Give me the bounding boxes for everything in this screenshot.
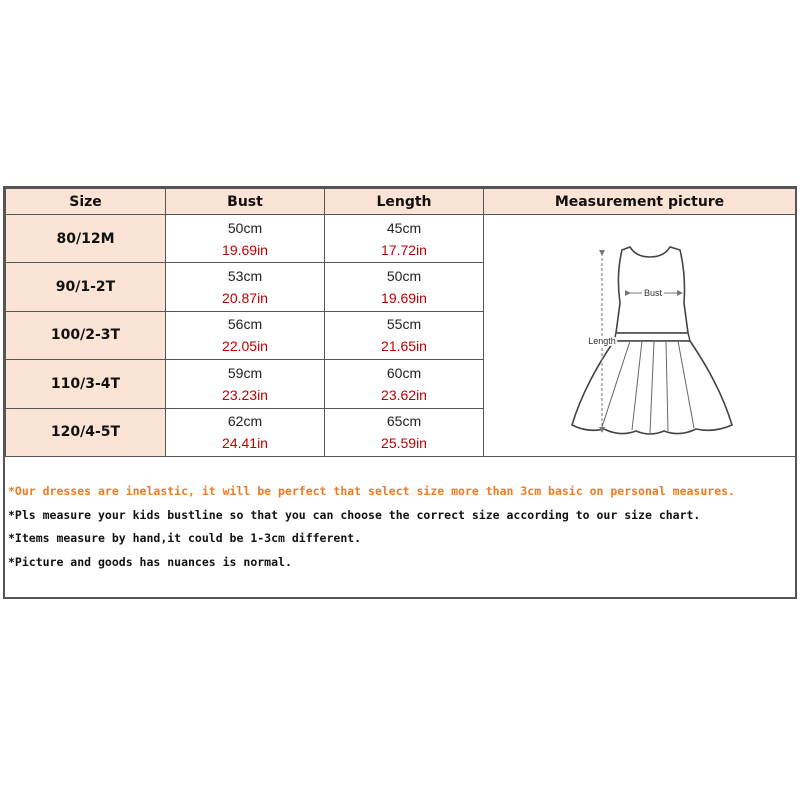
bust-cm: 50cm xyxy=(227,219,263,236)
length-cell xyxy=(325,408,484,456)
table-header-row xyxy=(6,189,796,215)
size-cell: 100/2-3T xyxy=(6,311,166,359)
size-cell: 90/1-2T xyxy=(6,263,166,311)
bust-cell xyxy=(166,408,325,456)
size-table xyxy=(5,188,796,457)
length-cm: 45cm xyxy=(386,219,422,236)
length-in: 25.59in xyxy=(381,435,427,452)
bust-cm: 53cm xyxy=(227,268,263,285)
bust-in: 19.69in xyxy=(222,241,268,258)
header-bust: Bust xyxy=(166,189,325,215)
length-cm: 55cm xyxy=(386,316,422,333)
measurement-picture-cell xyxy=(484,215,796,457)
bust-cm: 56cm xyxy=(227,316,263,333)
size-chart xyxy=(3,186,797,599)
header-measurement-picture: Measurement picture xyxy=(484,189,796,215)
length-in: 23.62in xyxy=(381,386,427,403)
length-cm: 50cm xyxy=(386,268,422,285)
bust-in: 20.87in xyxy=(222,290,268,307)
header-size: Size xyxy=(6,189,166,215)
table-row xyxy=(6,215,796,263)
length-label: Length xyxy=(588,336,616,346)
bust-cm: 62cm xyxy=(227,413,263,430)
bust-cell xyxy=(166,215,325,263)
length-cell xyxy=(325,215,484,263)
length-cell xyxy=(325,360,484,408)
bust-in: 24.41in xyxy=(222,435,268,452)
bust-cell xyxy=(166,360,325,408)
size-cell: 110/3-4T xyxy=(6,360,166,408)
bust-in: 22.05in xyxy=(222,338,268,355)
length-cm: 65cm xyxy=(386,413,422,430)
length-in: 21.65in xyxy=(381,338,427,355)
bust-in: 23.23in xyxy=(222,386,268,403)
length-in: 19.69in xyxy=(381,290,427,307)
bust-cm: 59cm xyxy=(227,364,263,381)
note-nuances: *Picture and goods has nuances is normal. xyxy=(8,555,292,569)
bust-label: Bust xyxy=(643,288,663,298)
header-length: Length xyxy=(325,189,484,215)
length-cm: 60cm xyxy=(386,364,422,381)
size-cell: 80/12M xyxy=(6,215,166,263)
size-cell: 120/4-5T xyxy=(6,408,166,456)
length-in: 17.72in xyxy=(381,241,427,258)
note-measure-by-hand: *Items measure by hand,it could be 1-3cm different. xyxy=(8,531,362,545)
dress-icon xyxy=(484,215,796,452)
length-cell xyxy=(325,263,484,311)
bust-cell xyxy=(166,311,325,359)
length-cell xyxy=(325,311,484,359)
note-measure-bustline: *Pls measure your kids bustline so that you can choose the correct size according to our size chart. xyxy=(8,508,701,522)
note-inelastic: *Our dresses are inelastic, it will be perfect that select size more than 3cm basic on personal measures. xyxy=(8,484,735,498)
bust-cell xyxy=(166,263,325,311)
